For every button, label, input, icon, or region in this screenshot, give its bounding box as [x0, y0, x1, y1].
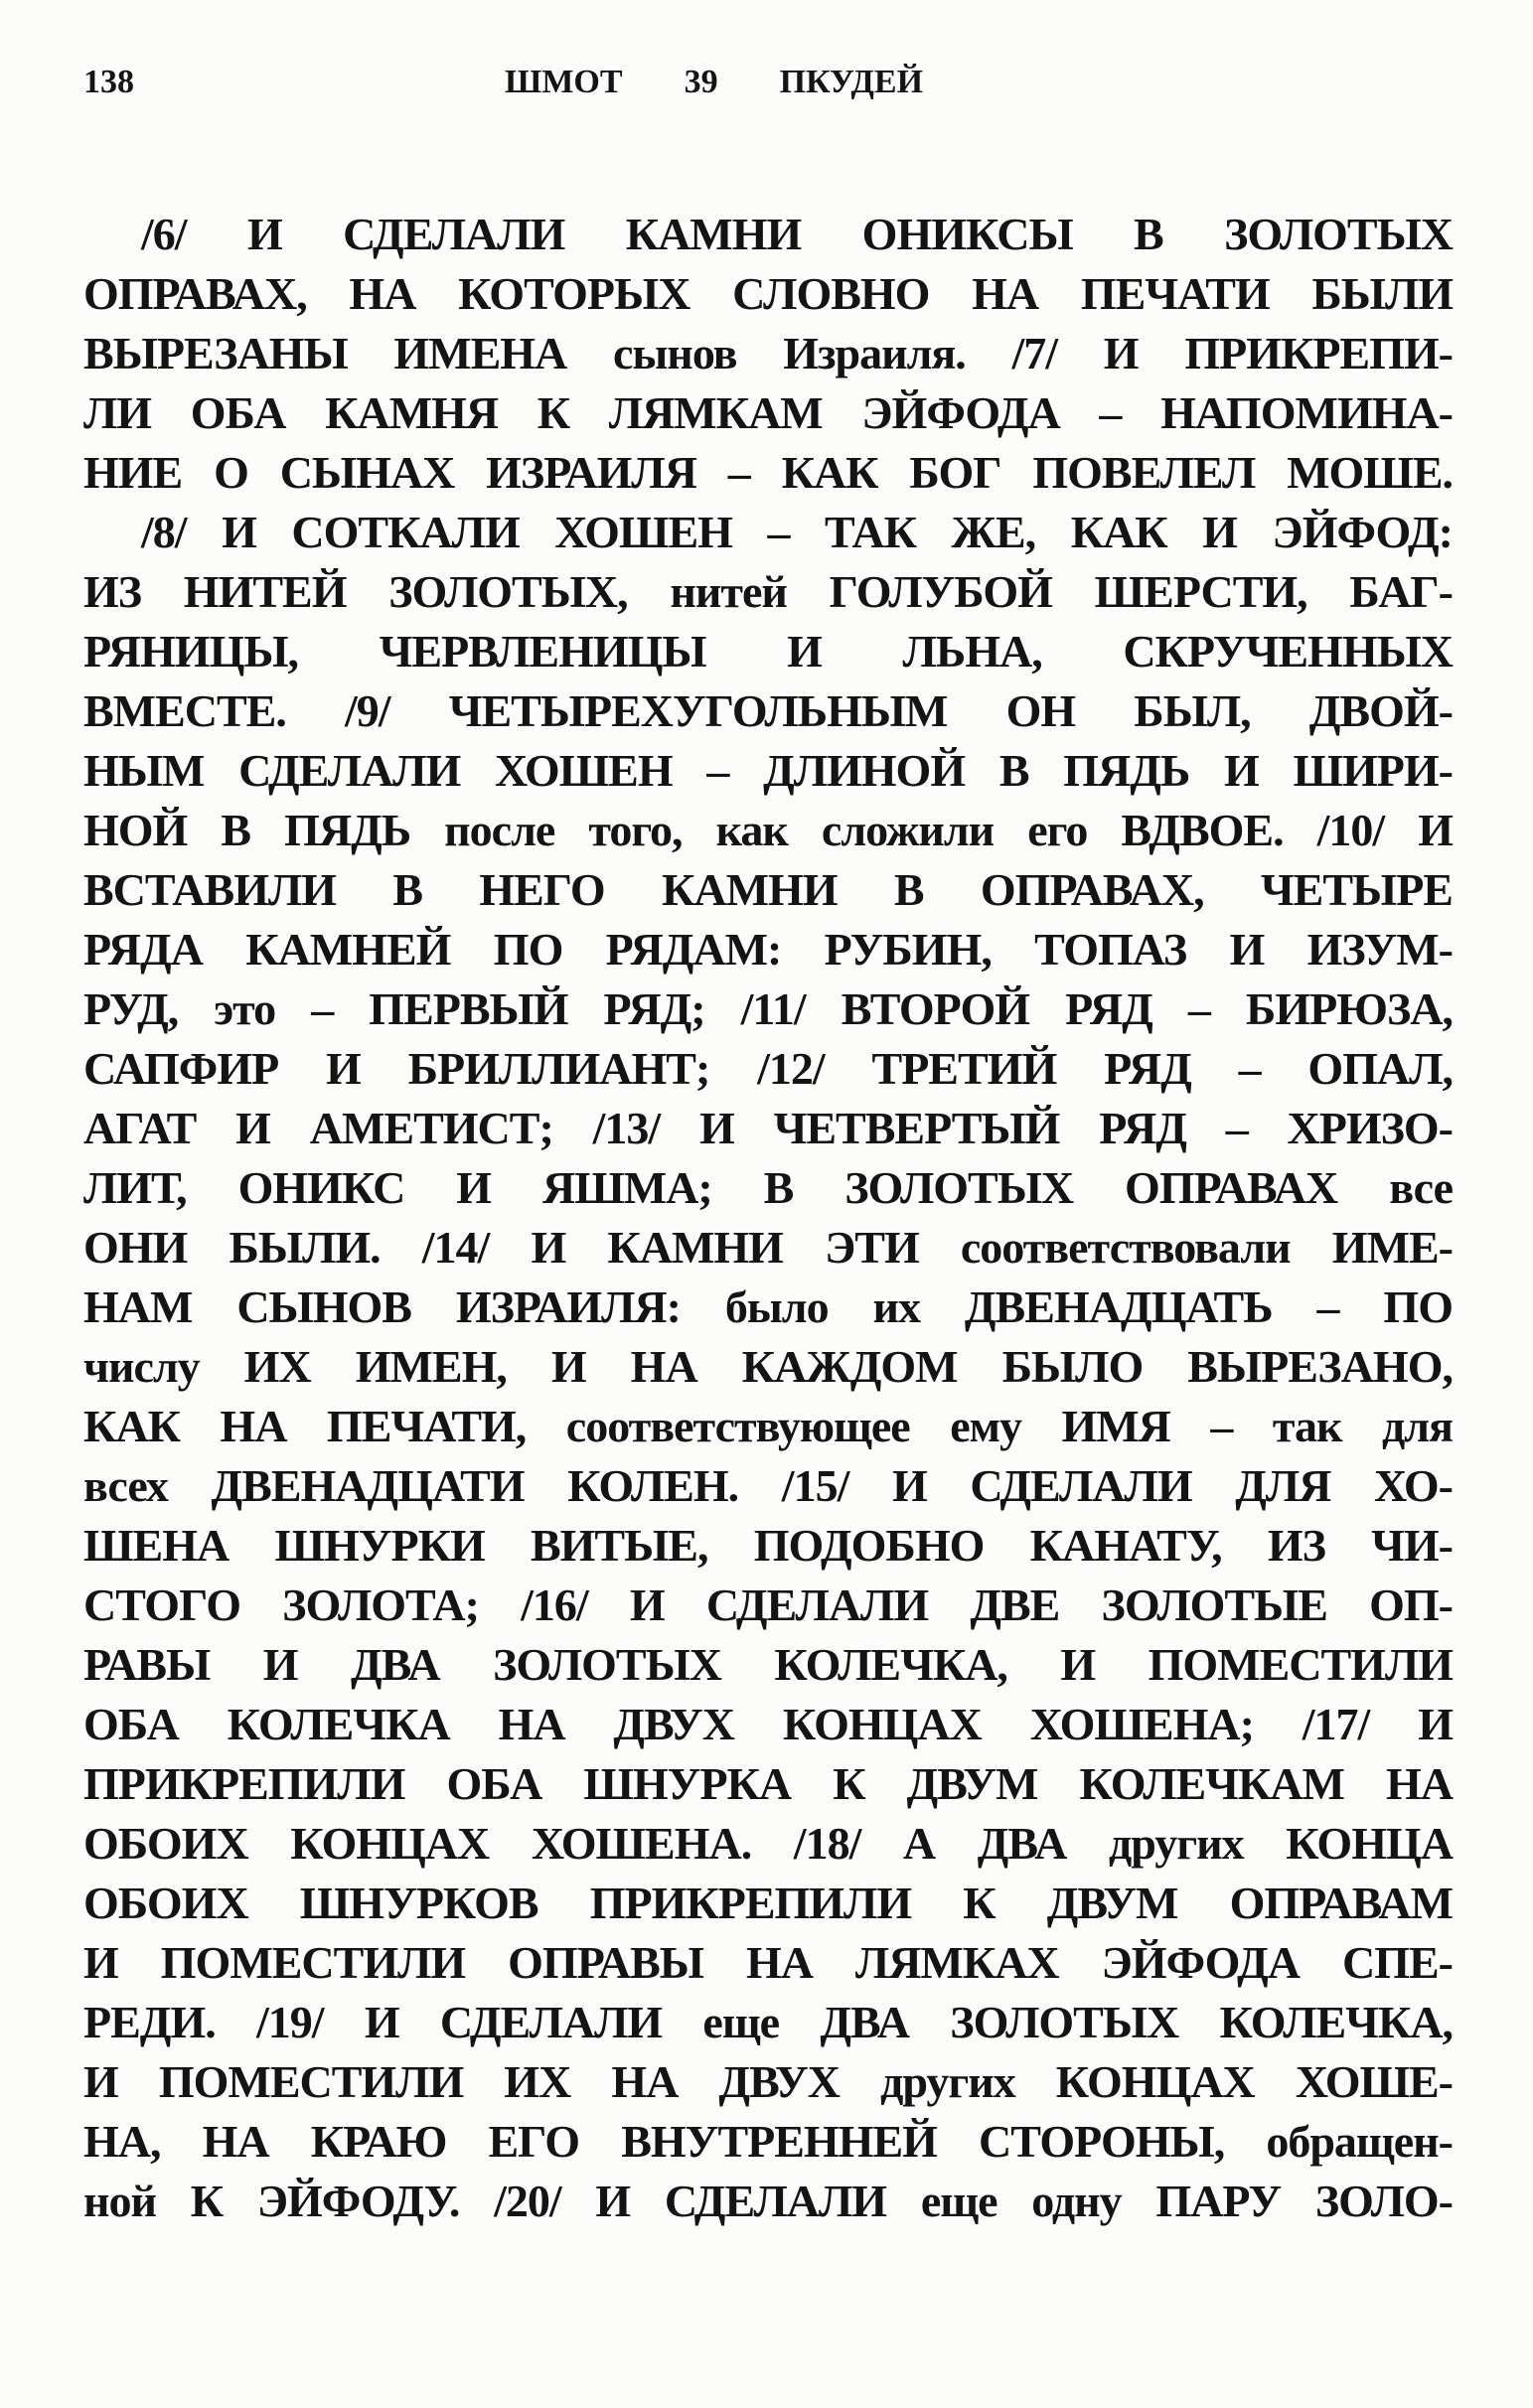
paragraph — [83, 503, 1453, 2231]
text-line: числу ИХ ИМЕН, И НА КАЖДОМ БЫЛО ВЫРЕЗАНО, — [83, 1341, 1453, 1392]
text-line: СТОГО ЗОЛОТА; /16/ И СДЕЛАЛИ ДВЕ ЗОЛОТЫЕ ОП- — [83, 1580, 1453, 1630]
text-line: ОНИ БЫЛИ. /14/ И КАМНИ ЭТИ соответствовали ИМЕ- — [83, 1222, 1453, 1273]
text-line: ОБА КОЛЕЧКА НА ДВУХ КОНЦАХ ХОШЕНА; /17/ И — [83, 1699, 1453, 1749]
header-parsha-title: ПКУДЕЙ — [779, 64, 924, 100]
text-line: ШЕНА ШНУРКИ ВИТЫЕ, ПОДОБНО КАНАТУ, ИЗ ЧИ- — [83, 1520, 1453, 1571]
header-title-group — [505, 62, 923, 103]
text-line: ОПРАВАХ, НА КОТОРЫХ СЛОВНО НА ПЕЧАТИ БЫЛИ — [83, 268, 1453, 319]
text-line: ОБОИХ КОНЦАХ ХОШЕНА. /18/ А ДВА других КОНЦА — [83, 1818, 1453, 1869]
text-line: РЕДИ. /19/ И СДЕЛАЛИ еще ДВА ЗОЛОТЫХ КОЛЕЧКА, — [83, 1997, 1453, 2047]
page-number: 138 — [83, 64, 134, 100]
text-line: РУД, это – ПЕРВЫЙ РЯД; /11/ ВТОРОЙ РЯД – БИРЮЗА, — [83, 983, 1453, 1034]
text-line: САПФИР И БРИЛЛИАНТ; /12/ ТРЕТИЙ РЯД – ОПАЛ, — [83, 1043, 1453, 1094]
header-chapter-number: 39 — [684, 64, 718, 100]
paragraph — [83, 205, 1453, 503]
page-header — [83, 62, 1453, 103]
text-line: всех ДВЕНАДЦАТИ КОЛЕН. /15/ И СДЕЛАЛИ ДЛЯ ХО- — [83, 1460, 1453, 1511]
text-line: /8/ И СОТКАЛИ ХОШЕН – ТАК ЖЕ, КАК И ЭЙФОД: — [141, 507, 1453, 557]
text-line: /6/ И СДЕЛАЛИ КАМНИ ОНИКСЫ В ЗОЛОТЫХ — [141, 209, 1453, 259]
page-body — [83, 205, 1453, 2231]
text-line: АГАТ И АМЕТИСТ; /13/ И ЧЕТВЕРТЫЙ РЯД – ХРИЗО- — [83, 1103, 1453, 1153]
text-line: ВЫРЕЗАНЫ ИМЕНА сынов Израиля. /7/ И ПРИКРЕПИ- — [83, 328, 1453, 378]
text-line: ЛИТ, ОНИКС И ЯШМА; В ЗОЛОТЫХ ОПРАВАХ все — [83, 1162, 1453, 1213]
text-line: РАВЫ И ДВА ЗОЛОТЫХ КОЛЕЧКА, И ПОМЕСТИЛИ — [83, 1639, 1453, 1690]
text-line: И ПОМЕСТИЛИ ОПРАВЫ НА ЛЯМКАХ ЭЙФОДА СПЕ- — [83, 1937, 1453, 1988]
text-line: И ПОМЕСТИЛИ ИХ НА ДВУХ других КОНЦАХ ХОШЕ- — [83, 2056, 1453, 2107]
text-line: НЫМ СДЕЛАЛИ ХОШЕН – ДЛИНОЙ В ПЯДЬ И ШИРИ- — [83, 745, 1453, 796]
header-book-title: ШМОТ — [505, 64, 623, 100]
text-line: ной К ЭЙФОДУ. /20/ И СДЕЛАЛИ еще одну ПАРУ ЗОЛО- — [83, 2176, 1453, 2226]
text-line: ВСТАВИЛИ В НЕГО КАМНИ В ОПРАВАХ, ЧЕТЫРЕ — [83, 864, 1453, 915]
text-line: ОБОИХ ШНУРКОВ ПРИКРЕПИЛИ К ДВУМ ОПРАВАМ — [83, 1878, 1453, 1928]
text-line: ВМЕСТЕ. /9/ ЧЕТЫРЕХУГОЛЬНЫМ ОН БЫЛ, ДВОЙ- — [83, 685, 1453, 736]
text-line: НИЕ О СЫНАХ ИЗРАИЛЯ – КАК БОГ ПОВЕЛЕЛ МОШЕ. — [83, 447, 1453, 498]
text-line: КАК НА ПЕЧАТИ, соответствующее ему ИМЯ – так для — [83, 1401, 1453, 1451]
text-line: РЯДА КАМНЕЙ ПО РЯДАМ: РУБИН, ТОПАЗ И ИЗУМ- — [83, 924, 1453, 975]
text-line: ПРИКРЕПИЛИ ОБА ШНУРКА К ДВУМ КОЛЕЧКАМ НА — [83, 1758, 1453, 1809]
text-line: НА, НА КРАЮ ЕГО ВНУТРЕННЕЙ СТОРОНЫ, обращен- — [83, 2116, 1453, 2167]
text-line: НАМ СЫНОВ ИЗРАИЛЯ: было их ДВЕНАДЦАТЬ – ПО — [83, 1281, 1453, 1332]
text-line: ИЗ НИТЕЙ ЗОЛОТЫХ, нитей ГОЛУБОЙ ШЕРСТИ, БАГ- — [83, 566, 1453, 617]
text-line: РЯНИЦЫ, ЧЕРВЛЕНИЦЫ И ЛЬНА, СКРУЧЕННЫХ — [83, 626, 1453, 677]
text-line: ЛИ ОБА КАМНЯ К ЛЯМКАМ ЭЙФОДА – НАПОМИНА- — [83, 387, 1453, 438]
text-line: НОЙ В ПЯДЬ после того, как сложили его ВДВОЕ. /10/ И — [83, 805, 1453, 855]
